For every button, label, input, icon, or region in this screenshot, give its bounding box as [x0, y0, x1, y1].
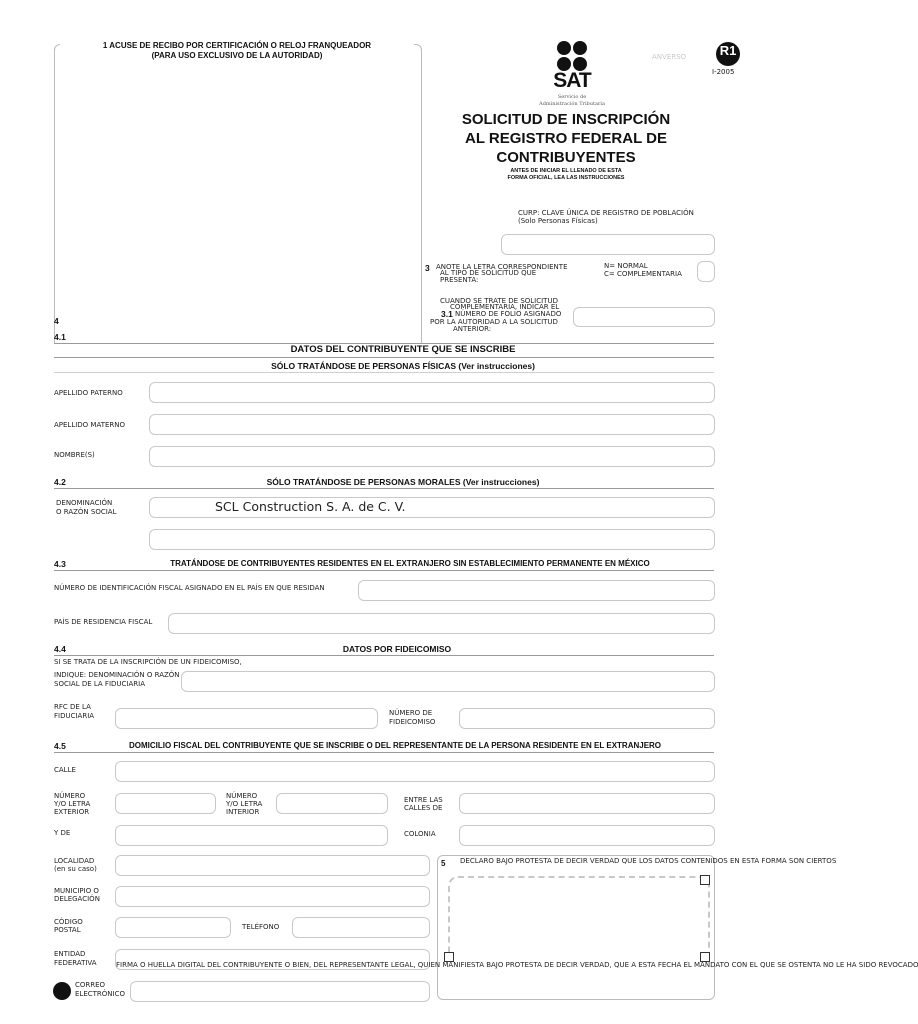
- telefono-field[interactable]: [292, 917, 430, 938]
- localidad-field[interactable]: [115, 855, 430, 876]
- contribuyente-title: DATOS DEL CONTRIBUYENTE QUE SE INSCRIBE: [290, 344, 516, 355]
- num-exterior-label: NÚMERO: [54, 792, 86, 800]
- numero-fideicomiso-field[interactable]: [459, 708, 715, 729]
- num-interior-label: NÚMERO: [226, 792, 258, 800]
- y-de-field[interactable]: [115, 825, 388, 846]
- municipio-label: MUNICIPIO O: [54, 887, 99, 895]
- section-divider: [54, 570, 714, 571]
- colonia-label: COLONIA: [404, 830, 436, 838]
- s31-line1: CUANDO SE TRATE DE SOLICITUD: [440, 297, 558, 305]
- section-4-4-number: 4.4: [54, 644, 66, 654]
- y-de-label: Y DE: [54, 829, 71, 837]
- apellido-paterno-label: APELLIDO PATERNO: [54, 389, 123, 397]
- section-divider: [54, 357, 714, 358]
- form-instr-line2: FORMA OFICIAL, LEA LAS INSTRUCCIONES: [507, 175, 625, 181]
- tipo-solicitud-field[interactable]: [697, 261, 715, 282]
- entre-calles-label-2: CALLES DE: [404, 804, 443, 812]
- domicilio-title: DOMICILIO FISCAL DEL CONTRIBUYENTE QUE SE INSCRIBE O DEL REPRESENTANTE DE LA PERSONA RESIDENTE EN EL EXTRANJERO: [128, 741, 662, 750]
- section-4-5-number: 4.5: [54, 741, 66, 751]
- localidad-label: LOCALIDAD: [54, 857, 95, 865]
- section-4-number: 4: [54, 316, 59, 326]
- fideicomiso-instr-line3: SOCIAL DE LA FIDUCIARIA: [54, 680, 145, 688]
- localidad-sublabel: (en su caso): [54, 865, 97, 873]
- denominacion-field-2[interactable]: [149, 529, 715, 550]
- denominacion-label: DENOMINACIÓN: [56, 499, 113, 507]
- acuse-box: [54, 44, 422, 343]
- fideicomiso-instr-line1: SI SE TRATA DE LA INSCRIPCIÓN DE UN FIDEICOMISO,: [54, 658, 242, 666]
- sat-logo-text: SAT: [553, 69, 591, 92]
- correo-label-2: ELECTRÓNICO: [75, 990, 125, 998]
- section-divider: [54, 752, 714, 753]
- section-divider: [54, 372, 714, 373]
- apellido-materno-field[interactable]: [149, 414, 715, 435]
- form-title-line1: SOLICITUD DE INSCRIPCIÓN: [461, 111, 671, 128]
- firma-area[interactable]: [448, 876, 710, 958]
- codigo-postal-field[interactable]: [115, 917, 231, 938]
- correo-label: CORREO: [75, 981, 106, 989]
- id-fiscal-field[interactable]: [358, 580, 715, 601]
- curp-label: CURP: CLAVE ÚNICA DE REGISTRO DE POBLACIÓN: [518, 209, 694, 217]
- acuse-title-line1: 1 ACUSE DE RECIBO POR CERTIFICACIÓN O RELOJ FRANQUEADOR: [60, 41, 414, 51]
- rfc-fiduciaria-label: RFC DE LA: [54, 703, 91, 711]
- curp-sublabel: (Solo Personas Físicas): [518, 217, 598, 225]
- anverso-label: ANVERSO: [652, 53, 687, 61]
- firma-text: FIRMA O HUELLA DIGITAL DEL CONTRIBUYENTE O BIEN, DEL REPRESENTANTE LEGAL, QUIEN MANIFIESTA BAJO PROTESTA DE DECIR VERDAD, QUE A ESTA FECHA EL MANDATO CON EL QUE SE OSTENTA NO LE HA SIDO REVOCADO: [116, 961, 918, 969]
- extranjero-title: TRATÁNDOSE DE CONTRIBUYENTES RESIDENTES EN EL EXTRANJERO SIN ESTABLECIMIENTO PERMANENTE EN MÉXICO: [170, 559, 650, 568]
- pais-residencia-label: PAÍS DE RESIDENCIA FISCAL: [54, 618, 153, 626]
- nombres-label: NOMBRE(S): [54, 451, 95, 459]
- section-4-1-number: 4.1: [54, 332, 66, 342]
- entre-calles-field[interactable]: [459, 793, 715, 814]
- correo-bullet-icon: [53, 982, 71, 1000]
- colonia-field[interactable]: [459, 825, 715, 846]
- form-instr-line1: ANTES DE INICIAR EL LLENADO DE ESTA: [510, 168, 622, 174]
- id-fiscal-label: NÚMERO DE IDENTIFICACIÓN FISCAL ASIGNADO EN EL PAÍS EN QUE RESIDAN: [54, 584, 325, 592]
- sat-logo: [540, 40, 604, 110]
- razon-social-label: O RAZÓN SOCIAL: [56, 508, 117, 516]
- s3-line3: PRESENTA:: [440, 276, 479, 284]
- apellido-paterno-field[interactable]: [149, 382, 715, 403]
- calle-label: CALLE: [54, 766, 76, 774]
- firma-text-clip: [116, 961, 918, 971]
- curp-field[interactable]: [501, 234, 715, 255]
- personas-morales-title: SÓLO TRATÁNDOSE DE PERSONAS MORALES (Ver instrucciones): [266, 477, 540, 487]
- s31-line3: NÚMERO DE FOLIO ASIGNADO: [455, 310, 562, 318]
- fideicomiso-title: DATOS POR FIDEICOMISO: [342, 644, 452, 654]
- s31-line2: COMPLEMENTARIA, INDICAR EL: [450, 303, 560, 311]
- s3-option-normal: N= NORMAL: [604, 262, 648, 270]
- pais-residencia-field[interactable]: [168, 613, 715, 634]
- correo-field[interactable]: [130, 981, 430, 1002]
- entre-calles-label: ENTRE LAS: [404, 796, 443, 804]
- codigo-postal-label: CÓDIGO: [54, 918, 83, 926]
- section-4-2-number: 4.2: [54, 477, 66, 487]
- fiduciaria-denominacion-field[interactable]: [181, 671, 715, 692]
- form-code: R1: [719, 43, 737, 58]
- acuse-title-line2: (PARA USO EXCLUSIVO DE LA AUTORIDAD): [151, 51, 323, 60]
- denominacion-value: SCL Construction S. A. de C. V.: [215, 499, 406, 514]
- num-exterior-label-3: EXTERIOR: [54, 808, 90, 816]
- section-3-number: 3: [425, 263, 430, 273]
- personas-fisicas-title: SÓLO TRATÁNDOSE DE PERSONAS FÍSICAS (Ver instrucciones): [271, 361, 535, 371]
- declaracion-clip: [460, 857, 837, 867]
- num-interior-label-2: Y/O LETRA: [226, 800, 263, 808]
- sat-logo-sub2: Administración Tributaria: [539, 101, 605, 107]
- section-5-number: 5: [441, 859, 446, 868]
- fideicomiso-instr-line2: INDIQUE: DENOMINACIÓN O RAZÓN: [54, 671, 180, 679]
- calle-field[interactable]: [115, 761, 715, 782]
- s3-line1: ANOTE LA LETRA CORRESPONDIENTE: [436, 263, 568, 271]
- s3-option-complementaria: C= COMPLEMENTARIA: [604, 270, 682, 278]
- section-divider: [54, 655, 714, 656]
- municipio-field[interactable]: [115, 886, 430, 907]
- form-title-line3: CONTRIBUYENTES: [496, 149, 636, 166]
- num-exterior-label-2: Y/O LETRA: [54, 800, 91, 808]
- folio-field[interactable]: [573, 307, 715, 327]
- apellido-materno-label: APELLIDO MATERNO: [54, 421, 126, 429]
- form-title-line2: AL REGISTRO FEDERAL DE: [465, 130, 667, 147]
- codigo-postal-label-2: POSTAL: [54, 926, 81, 934]
- section-divider: [54, 488, 714, 489]
- rfc-fiduciaria-label-2: FIDUCIARIA: [54, 712, 95, 720]
- s31-line5: ANTERIOR:: [453, 325, 492, 333]
- numero-fideicomiso-label-2: FIDEICOMISO: [389, 718, 436, 726]
- section-3-1-number: 3.1: [441, 309, 453, 319]
- entidad-federativa-label-2: FEDERATIVA: [54, 959, 97, 967]
- num-interior-label-3: INTERIOR: [226, 808, 260, 816]
- s31-line4: POR LA AUTORIDAD A LA SOLICITUD: [430, 318, 558, 326]
- corner-mark-top-right: [700, 875, 710, 885]
- rfc-fiduciaria-field[interactable]: [115, 708, 378, 729]
- num-interior-field[interactable]: [276, 793, 388, 814]
- numero-fideicomiso-label: NÚMERO DE: [389, 709, 433, 717]
- form-year: I-2005: [712, 68, 735, 76]
- entidad-federativa-label: ENTIDAD: [54, 950, 86, 958]
- section-4-3-number: 4.3: [54, 559, 66, 569]
- sat-logo-sub1: Servicio de: [557, 94, 587, 100]
- nombres-field[interactable]: [149, 446, 715, 467]
- delegacion-label: DELEGACIÓN: [54, 895, 100, 903]
- telefono-label: TELÉFONO: [242, 923, 280, 931]
- declaracion-text: DECLARO BAJO PROTESTA DE DECIR VERDAD QUE LOS DATOS CONTENIDOS EN ESTA FORMA SON CIERTOS: [460, 857, 837, 865]
- num-exterior-field[interactable]: [115, 793, 216, 814]
- s3-line2: AL TIPO DE SOLICITUD QUE: [440, 269, 537, 277]
